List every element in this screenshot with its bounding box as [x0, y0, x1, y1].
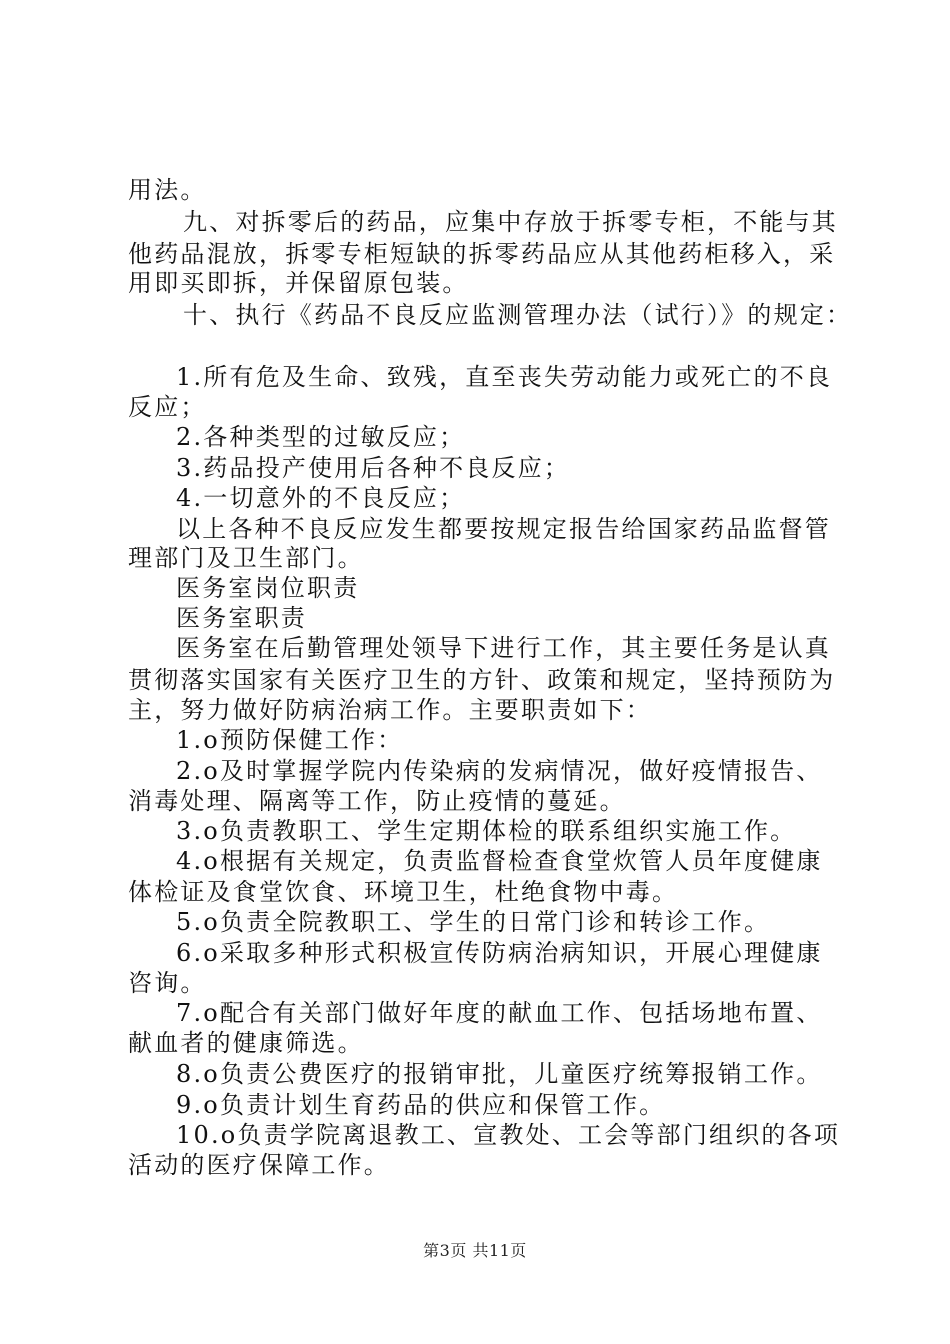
text-line: 10.o负责学院离退教工、宣教处、工会等部门组织的各项	[176, 1121, 841, 1149]
text-line: 3.o负责教职工、学生定期体检的联系组织实施工作。	[176, 817, 797, 845]
text-line: 以上各种不良反应发生都要按规定报告给国家药品监督管	[176, 515, 831, 543]
text-line: 反应；	[128, 393, 207, 421]
text-line: 贯彻落实国家有关医疗卫生的方针、政策和规定，坚持预防为	[128, 666, 836, 694]
text-line: 消毒处理、隔离等工作，防止疫情的蔓延。	[128, 787, 626, 815]
text-line: 主，努力做好防病治病工作。主要职责如下：	[128, 696, 652, 724]
text-line: 1.所有危及生命、致残，直至丧失劳动能力或死亡的不良	[176, 363, 833, 391]
text-line: 4.一切意外的不良反应；	[176, 484, 466, 512]
text-line: 九、对拆零后的药品，应集中存放于拆零专柜，不能与其	[183, 208, 838, 236]
text-line: 7.o配合有关部门做好年度的献血工作、包括场地布置、	[176, 999, 823, 1027]
text-line: 理部门及卫生部门。	[128, 544, 364, 572]
text-line: 3.药品投产使用后各种不良反应；	[176, 454, 571, 482]
section-heading: 医务室职责	[176, 604, 307, 632]
text-line: 体检证及食堂饮食、环境卫生，杜绝食物中毒。	[128, 878, 679, 906]
page-number-footer: 第3页 共11页	[423, 1241, 527, 1260]
text-line: 6.o采取多种形式积极宣传防病治病知识，开展心理健康	[176, 939, 823, 967]
text-line: 用即买即拆，并保留原包装。	[128, 269, 469, 297]
text-line: 献血者的健康筛选。	[128, 1029, 364, 1057]
text-line: 4.o根据有关规定，负责监督检查食堂炊管人员年度健康	[176, 847, 823, 875]
text-line: 咨询。	[128, 969, 207, 997]
section-heading: 医务室岗位职责	[176, 574, 360, 602]
text-line: 十、执行《药品不良反应监测管理办法（试行）》的规定：	[183, 301, 853, 329]
text-line: 2.各种类型的过敏反应；	[176, 423, 466, 451]
text-line: 1.o预防保健工作：	[176, 726, 404, 754]
text-line: 2.o及时掌握学院内传染病的发病情况，做好疫情报告、	[176, 757, 823, 785]
text-line: 8.o负责公费医疗的报销审批，儿童医疗统筹报销工作。	[176, 1060, 823, 1088]
text-line: 9.o负责计划生育药品的供应和保管工作。	[176, 1091, 666, 1119]
text-line: 医务室在后勤管理处领导下进行工作，其主要任务是认真	[176, 634, 831, 662]
text-line: 活动的医疗保障工作。	[128, 1151, 390, 1179]
text-line: 5.o负责全院教职工、学生的日常门诊和转诊工作。	[176, 908, 771, 936]
text-line: 他药品混放，拆零专柜短缺的拆零药品应从其他药柜移入，采	[128, 240, 836, 268]
text-line: 用法。	[128, 176, 207, 204]
